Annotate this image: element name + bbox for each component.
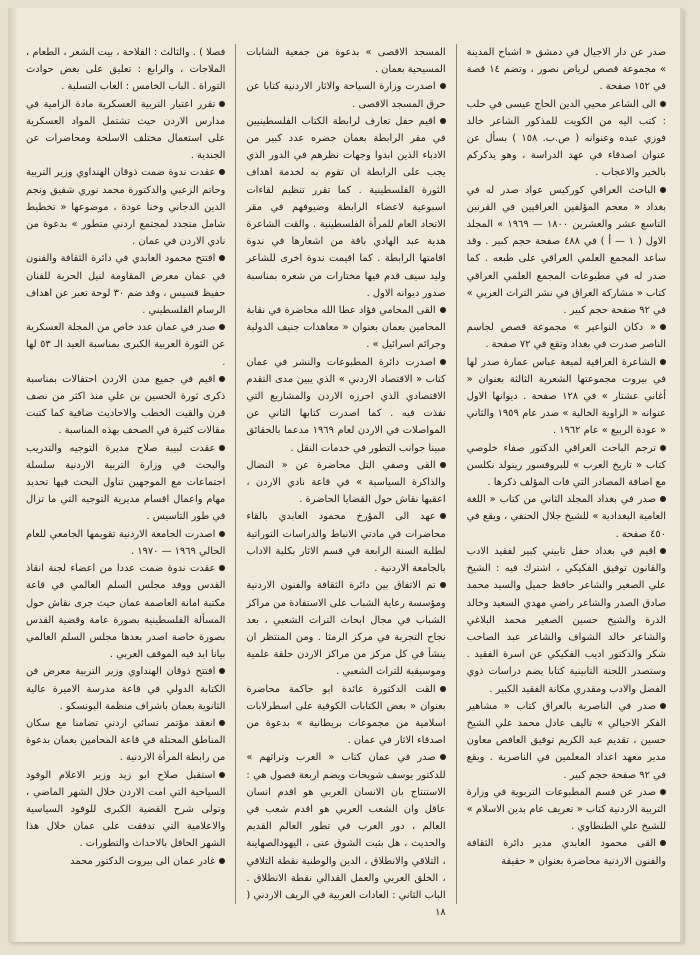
news-item (26, 164, 225, 250)
news-item (246, 457, 445, 509)
news-item-text: فصلا ) . والثالث : الفلاحة ، بيت الشعر ، الطعام ، الملاجات ، والرابع : تعليق على بعض حوادث التوراة . الباب الخامس : العاب التسلية . (26, 47, 226, 93)
news-item-text: عهد الى المؤرخ محمود العابدي بالقاء محاضرات في مادتي الانباط والدراسات التوراتية لطلبة السنة الرابعة في قسم الاثار بكلية الاداب بالجامعة الاردنية . (246, 511, 446, 575)
news-item (26, 526, 225, 560)
news-item (26, 663, 225, 715)
news-item-text: الى الشاعر محيي الدين الحاج عيسى في حلب : كتب اليه من الكويت للمذكور الشاعر خالد فوزي عبده وعنوانه ( ص.ب. ١٥٨ ) بسأل عن عنوان اصدقاء في عهد الدراسة ، وهو يذكركم بالخير والاعجاب . (466, 98, 667, 179)
bullet-icon (219, 101, 225, 107)
news-item (246, 302, 445, 354)
news-item-text: « دكان النواعير » مجموعة قصص لجاسم الناصر صدرت في بغداد وتقع في ٧٢ صفحة . (466, 322, 666, 351)
bullet-icon (219, 445, 225, 451)
news-item (467, 698, 666, 784)
bullet-icon (219, 668, 225, 674)
news-item-text: اصدرت دائرة المطبوعات والنشر في عمان كتاب « الاقتصاد الاردني » الذي يبين مدى التقدم الاقتصادي الذي احرزه الاردن والمشاريع التي نفذت فيه . كما اصدرت كتابها الثاني عن المواصلات في الاردن لعام ١٩٦٩ مدعما بالحقائق مبينا جوانب التطور في خدمات النقل . (246, 356, 446, 454)
news-item-text: عقدت لبيبة صلاح مديرة التوجيه والتدريب والبحث في وزارة التربية الاردنية سلسلة اجتماعات مع الموجهين تناول البحث فيها تحديد مهام واعمال اقسام مديرية التوجيه التي ما تزال في طور التاسيس . (26, 442, 226, 523)
news-item-text: صدر في الناصرية بالعراق كتاب « مشاهير الفكر الاجيالي » تاليف عادل محمد علي الشيخ حسين ، تقديم عبد الكريم توفيق العافص معاون مدير معهد اعداد المعلمين في الناصرية . ويقع في ٩٢ صفحة حجم كبير . (466, 700, 666, 781)
news-item (246, 354, 445, 457)
news-item (246, 78, 445, 112)
news-item (246, 749, 445, 921)
bullet-icon (440, 582, 446, 588)
bullet-icon (219, 324, 225, 330)
news-item-text: عقدت ندوة ضمت عددا من اعضاء لجنة انقاذ القدس ووفد مجلس السلم العالمي في قاعة مكتبة امانة العاصمة عمان حيث جرى نقاش حول المسألة الفلسطينية بصورة عامة وقضية القدس بصورة خاصة اصدر بعدها مجلس السلم العالمي بيانا ايد فيه الموقف العربي . (26, 563, 226, 661)
bullet-icon (660, 101, 666, 107)
bullet-icon (440, 462, 446, 468)
news-item-text: الباحث العراقي كوركيس عواد صدر له في بغداد « معجم المؤلفين العراقيين في القرنين التاسع عشر والعشرين ١٨٠٠ — ١٩٦٩ » المجلد الاول ( ١ — أ ) في ٤٨٨ صفحة حجم كبير . وقد ساعد المجمع العلمي العراقي على طبعه . كما صدر له في مطبوعات المجمع العلمي العراقي كتاب « مشاركة العراق في نشر التراث العربي » في ٩٢ صفحة حجم كبير . (466, 184, 667, 317)
news-item (26, 440, 225, 526)
news-item (246, 508, 445, 577)
news-item-text: صدر في عمان عدد خاص من المجلة العسكرية عن الثورة العربية الكبرى بمناسبة العيد الـ ٥٣ لها . (26, 322, 226, 368)
bullet-icon (660, 703, 666, 709)
bullet-icon (219, 720, 225, 726)
news-item-text: اصدرت وزارة السياحة والاثار الاردنية كتابا عن حرق المسجد الاقصى . (246, 81, 446, 110)
news-item-text: القى المحامي فؤاد عطا الله محاضرة في نقابة المحامين بعمان بعنوان « معاهدات جنيف الدولية وجرائم اسرائيل » . (246, 305, 446, 351)
news-item-text: صدر في بغداد المجلد الثاني من كتاب « اللغة العامية البغدادية » للشيخ جلال الحنفي ، ويقع في ٤٥٠ صفحة . (466, 494, 666, 540)
news-item-text: استقبل صلاح ابو زيد وزير الاعلام الوفود السياحية التي امت الاردن خلال الشهر الماضي ، وتولى شرح القضية الكبرى للوفود السياسية والاعلامية التي تدفقت على عمان خلال هذا الشهر الحافل بالاحداث والتطورات . (26, 769, 226, 850)
news-item-text: القت الدكتورة عائدة ابو حاكمة محاضرة بعنوان « بعض الكتابات الكوفية على اسطرلابات اسلامية من مجموعات بريطانية » بدعوة من اصدقاء الاثار في عمان . (246, 683, 446, 747)
news-item-text: افتتح محمود العابدي في دائرة الثقافة والفنون في عمان معرض المقاومة لنيل الحرية للفنان حفيظ قسيس ، وقد ضم ٣٠ لوحة تعبر عن اهداف الرسام الفلسطيني . (26, 253, 226, 317)
news-item (26, 44, 225, 96)
news-item (26, 250, 225, 319)
column-middle (246, 44, 446, 919)
news-item-text: المسجد الاقصى » بدعوة من جمعية الشابات المسيحية بعمان . (246, 47, 446, 76)
news-item (467, 96, 666, 182)
news-item-text: القى محمود العابدي مدير دائرة الثقافة والفنون الاردنية محاضرة بعنوان « حقيقة (466, 838, 666, 867)
news-item (246, 577, 445, 680)
news-item-text: صدر عن قسم المطبوعات التربوية في وزارة التربية الاردنية كتاب « تعريف عام بدين الاسلام » للشيخ علي الطنطاوي . (466, 786, 666, 833)
column-right (467, 44, 666, 904)
page-spine-shadow (8, 8, 18, 942)
news-item (246, 113, 445, 302)
bullet-icon (660, 789, 666, 795)
news-item-text: ترجم الباحث العراقي الدكتور صفاء خلوصي كتاب « تاريخ العرب » للبروفسور رينولد نكلسن مع اضافة المصادر التي فات المؤلف ذكرها . (466, 442, 666, 489)
news-item (246, 44, 445, 78)
bullet-icon (440, 754, 446, 760)
news-item (26, 319, 225, 371)
bullet-icon (660, 840, 666, 846)
bullet-icon (440, 83, 446, 89)
news-item (246, 681, 445, 750)
news-item (26, 96, 225, 165)
news-item-text: اقيم في جميع مدن الاردن احتفالات بمناسبة ذكرى ثورة الحسين بن علي منذ اكثر من نصف قرن والقيت الخطب والاحاديث ضافية كما كتبت مقالات كثيرة في الصحف بهذه المناسبة . (26, 373, 226, 437)
bullet-icon (660, 324, 666, 330)
news-item (467, 835, 666, 869)
news-item-text: تم الاتفاق بين دائرة الثقافة والفنون الاردنية ومؤسسة رعاية الشباب على الاستفادة من مراكز الشباب في مجال ابحاث التراث الشعبي ، بعد نجاح التجربة في مركز الرمثا . ومن المنتظر ان ينشأ في كل مركز من مراكز الاردن حلقة علمية وموسيقية للتراث الشعبي . (246, 580, 446, 678)
bullet-icon (219, 772, 225, 778)
column-divider (235, 44, 236, 904)
news-item-text: اقيم في بغداد حفل تابيني كبير لفقيد الادب والقانون توفيق الفكيكي ، اشترك فيه : الشيخ علي الصغير والشاعر حافظ جميل والسيد محمد صادق الصدر والشاعر راضي مهدي السعيد وخالد الدرة والشيخ حسين الصغير محمد البلاغي والشاعر خالد الشواف والشاعر عبد الصاحب شكر والدكتور اديب الفكيكي عن اسرة الفقيد . وستصدر اللجنة التابينية كتابا يضم دراسات ذوي الفضل والادب ومقدري مكانة الفقيد الكبير . (466, 545, 666, 695)
news-item (467, 182, 666, 320)
bullet-icon (219, 376, 225, 382)
bullet-icon (219, 565, 225, 571)
news-item (467, 784, 666, 836)
news-item-text: القى وصفي التل محاضرة عن « النضال والذاكرة السياسية » في قاعة نادي الاردن ، اعقبها نقاش حول القضايا الحاضرة . (246, 459, 446, 506)
news-item-text: الشاعرة العراقية لميعة عباس عمارة صدر لها في بيروت مجموعتها الشعرية الثالثة بعنوان « أغاني عشتار » في ١٢٨ صفحة . ديوانها الاول عنوانه « الزاوية الخالية » صدر عام ١٩٥٩ والثاني « عودة الربيع » عام ١٩٦٢ . (466, 356, 666, 437)
news-item (467, 44, 666, 96)
bullet-icon (219, 169, 225, 175)
bullet-icon (440, 307, 446, 313)
news-item-text: صدر عن دار الاجيال في دمشق « اشباح المدينة » مجموعة قصص لرياض نصور ، وتضم ١٤ قصة في ١٥٢ صفحة . (466, 47, 667, 93)
news-item (467, 354, 666, 440)
column-left (26, 44, 225, 904)
news-item-text: اصدرت الجامعة الاردنية تقويمها الجامعي للعام الحالي ١٩٦٩ — ١٩٧٠ . (26, 528, 226, 557)
bullet-icon (660, 445, 666, 451)
news-item (26, 560, 225, 663)
bullet-icon (219, 858, 225, 864)
news-item (467, 319, 666, 353)
news-item-text: غادر عمان الى بيروت الدكتور محمد (70, 855, 216, 867)
bullet-icon (219, 531, 225, 537)
news-item (467, 491, 666, 543)
news-item (26, 853, 225, 870)
news-item-text: عقدت ندوة ضمت ذوقان الهنداوي وزير التربية وحاتم الزعبي والدكتورة محمد نوري شفيق ونجم الدين الدجاني وخنا عودة ، موضوعها « تخطيط شامل متجدد لمجتمع اردني متطور » بدعوة من نادي الاردن في عمان . (26, 167, 226, 248)
news-item (467, 440, 666, 492)
news-item (26, 767, 225, 853)
bullet-icon (660, 359, 666, 365)
bullet-icon (440, 359, 446, 365)
news-item-text: تقرر اعتبار التربية العسكرية مادة الزامية في مدارس الاردن حيث تشتمل المواد العسكرية على استعمال مختلف الاسلحة ومحاضرات عن الجندية . (26, 98, 226, 162)
bullet-icon (660, 548, 666, 554)
news-item (467, 543, 666, 698)
news-item-text: افتتح ذوقان الهنداوي وزير التربية معرض فن الكتابة الدولي في قاعة مدرسة الاميرة عالية الثانوية بعمان باشراف منظمة اليونسكو . (26, 666, 226, 712)
bullet-icon (440, 118, 446, 124)
news-item-text: صدر في عمان كتاب « العرب وتراثهم » للدكتور يوسف شويحات ويضم اربعة فصول هي : الاستنتاج بان الانسان العربي هو اقدم انسان عاقل وان الشعب العربي هو اقدم شعب في العالم ، دور العرب في تطور العالم القديم والحديث ، هل بثبت الشوق عنى ، اليهودالصهاينة ، التلاقي والانطلاق ، الدين والوطنية نقطة التلاقي ، الخلق العربي والعمل القدالي نقطة الانطلاق . الباب الثاني : العادات العربية في الريف الاردني ( ١٨ (246, 752, 446, 919)
column-divider (456, 44, 457, 904)
bullet-icon (660, 496, 666, 502)
magazine-page (8, 8, 683, 942)
news-columns (26, 44, 667, 919)
news-item-text: اقيم حفل تعارف لرابطة الكتاب الفلسطينيين في مقر الرابطة بعمان حضره عدد كبير من الادباء الذين ابدوا وجهات نظرهم في الدور الذي يجب على الرابطة ان تقوم به لخدمة اهداف الثورة الفلسطينية . كما تقرر تنظيم لقاءات اسبوعية لاعضاء الرابطة وضيوفهم في مقر الاتحاد العام للمرأة الفلسطينية . والقت الشاعرة هدية عبد الهادي باقة من اشعارها في ندوة اقامتها الرابطة . كما اقيمت ندوة اخرى للشاعر وليد سيف قدم فيها مختارات من شعره بمناسبة صدور ديوانه الاول . (246, 115, 446, 299)
news-item-text: انعقد مؤتمر نسائي اردني تضامنا مع سكان المناطق المحتلة في قاعة المحامين بعمان بدعوة من رابطة المرأة الاردنية . (26, 717, 226, 764)
bullet-icon (440, 513, 446, 519)
bullet-icon (219, 255, 225, 261)
bullet-icon (440, 686, 446, 692)
news-item (26, 715, 225, 767)
bullet-icon (660, 187, 666, 193)
news-item (26, 371, 225, 440)
